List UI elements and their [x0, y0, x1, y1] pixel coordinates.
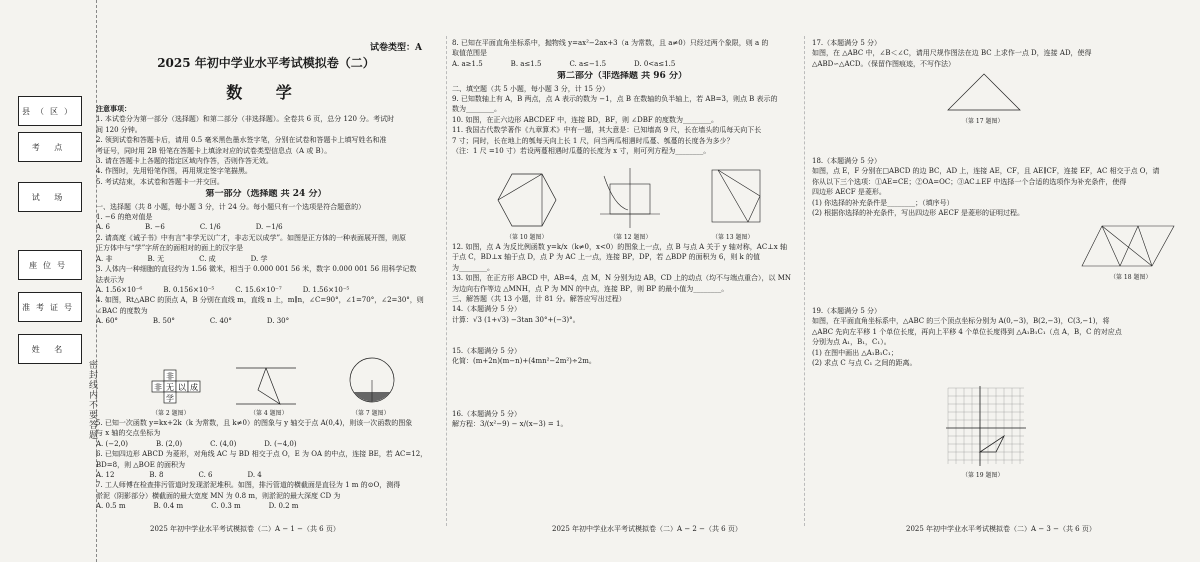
fig2-caption: （第 2 题图）: [152, 410, 190, 417]
exam-title: 2025 年初中学业水平考试模拟卷（二）: [157, 56, 375, 70]
question-line: 13. 如图，在正方形 ABCD 中，AB=4，点 M，N 分别为边 AB，CD 上的动点（均不与端点重合），以 MN: [452, 274, 791, 283]
net-char: 非: [166, 372, 174, 381]
subject-title: 数 学: [226, 83, 306, 102]
notes-line: 2. 领到试卷和答题卡后，请用 0.5 毫米黑色墨水签字笔，分别在试卷和答题卡上填写姓名和准: [96, 136, 387, 145]
admission-number-box: 准考证号: [18, 292, 82, 322]
triangle-lines-figure: [236, 360, 298, 412]
notes-line: 4. 作图时，先用铅笔作图，再用规定签字笔描黑。: [96, 167, 252, 176]
question-line: [452, 336, 792, 346]
part2-heading: 第二部分（非选择题 共 96 分）: [557, 71, 687, 82]
question-line: A. a≥1.5 B. a≤1.5 C. a≤−1.5 D. 0<a≤1.5: [452, 59, 676, 68]
question-line: A. 0.5 m B. 0.4 m C. 0.3 m D. 0.2 m: [96, 502, 299, 511]
square-figure: [708, 166, 766, 228]
page-divider: [446, 36, 447, 526]
question-line: 5. 已知一次函数 y=kx+2k（k 为常数，且 k≠0）的图象与 y 轴交于点 A(0,4)，则该一次函数的图象: [96, 419, 413, 427]
notes-line: 注意事项：: [96, 104, 131, 113]
question-line: 1. −6 的绝对值是: [96, 213, 153, 222]
question-line: 3. 人体内一种细胞的直径约为 1.56 微米，相当于 0.000 001 56 米，数字 0.000 001 56 用科学记数: [96, 265, 417, 274]
triangle-abc-figure: [944, 70, 1024, 114]
page2-footer: 2025 年初中学业水平考试模拟卷（二）A − 2 −（共 6 页）: [552, 525, 742, 533]
fig10-caption: （第 10 题图）: [506, 234, 548, 241]
exam-room-box: 试 场: [18, 182, 82, 212]
inverse-function-figure: [600, 166, 662, 230]
question-line: 如图，在 △ABC 中，∠B＜∠C，请用尺规作图法在边 BC 上求作一点 D，连接 AD，使得: [812, 49, 1092, 58]
pipe-circle-figure: [348, 356, 396, 406]
question-line: (2) 根据你选择的补充条件，写出四边形 AECF 是菱形的证明过程。: [812, 209, 1024, 218]
question-line: (2) 求点 C 与点 C₁ 之间的距离。: [812, 359, 917, 368]
net-char: 以: [178, 383, 186, 392]
parallelogram-figure: [1080, 222, 1176, 270]
question-line: (1) 你选择的补充条件是________；（填序号）: [812, 198, 954, 207]
question-line: 12. 如图，点 A 为反比例函数 y=k/x（k≠0，x<0）的图象上一点，点 B 与点 A 关于 y 轴对称，AC⊥x 轴: [452, 243, 787, 251]
notes-line: 3. 请在答题卡上各题的指定区域内作答，否则作答无效。: [96, 157, 273, 166]
fig17-caption: （第 17 题图）: [962, 118, 1004, 125]
net-char: 学: [166, 394, 174, 403]
hexagon-figure: [496, 170, 558, 230]
fig7-caption: （第 7 题图）: [352, 410, 390, 417]
page1-column: [96, 104, 436, 327]
question-line: 10. 如图，在正六边形 ABCDEF 中，连接 BD，BF，则 ∠DBF 的度数为________。: [452, 115, 718, 124]
question-line: 4. 如图，Rt△ABC 的顶点 A，B 分别在直线 m，直线 n 上，m∥n，∠C=90°，∠1=70°，∠2=30°，则: [96, 296, 424, 305]
question-line: 16.（本题满分 5 分）: [452, 409, 522, 418]
question-line: A. 60° B. 50° C. 40° D. 30°: [96, 317, 290, 326]
question-line: 数为________。: [452, 105, 501, 114]
question-line: 17.（本题满分 5 分）: [812, 39, 882, 47]
page-divider: [804, 36, 805, 526]
question-line: A. 非 B. 无 C. 成 D. 学: [96, 254, 268, 263]
fig12-caption: （第 12 题图）: [610, 234, 652, 241]
question-line: 7 寸；同时，长在地上的瓠每天向上长 1 尺，问当两瓜相遇时瓜蔓、瓠蔓的长度各为多少？: [452, 136, 734, 145]
seal-line-note: 密封线内不要答题: [87, 360, 97, 440]
question-line: ∠BAC 的度数为: [96, 306, 148, 315]
page2-column-lower: [452, 242, 792, 429]
question-line: 解方程：3/(x²−9) − x/(x−3) = 1。: [452, 419, 568, 428]
question-line: 18.（本题满分 5 分）: [812, 157, 882, 165]
question-line: 与 x 轴的交点坐标为: [96, 429, 161, 438]
paper-type: 试卷类型：A: [370, 43, 422, 53]
question-line: 计算：√3 (1+√3) −3tan 30°+(−3)°。: [452, 315, 580, 324]
question-line: 三、解答题（共 13 小题，计 81 分。解答应写出过程）: [452, 295, 626, 304]
page3-column-mid: [812, 156, 1182, 218]
page3-column-lower: [812, 306, 1182, 368]
fig4-caption: （第 4 题图）: [250, 410, 288, 417]
question-line: 化简：(m+2n)(m−n)+(4mn²−2m²)÷2m。: [452, 357, 596, 366]
question-line: [452, 367, 792, 377]
question-line: △ABD∽△ACD。（保留作图痕迹，不写作法）: [812, 59, 955, 68]
page1-column-lower: [96, 418, 436, 512]
question-line: BD=8，则 △BOE 的面积为: [96, 460, 186, 469]
seat-number-box: 座位号: [18, 250, 82, 280]
question-line: 8. 已知在平面直角坐标系中，抛物线 y=ax²−2ax+3（a 为常数，且 a≠0）只经过两个象限，则 a 的: [452, 39, 769, 47]
question-line: (1) 在图中画出 △A₁B₁C₁；: [812, 348, 898, 357]
question-line: 为________。: [452, 263, 494, 272]
fig19-caption: （第 19 题图）: [962, 472, 1004, 479]
question-line: [452, 398, 792, 408]
question-line: 为边向右作等边 △MNH，点 P 为 MN 的中点，连接 BP，则 BP 的最小值为________。: [452, 284, 729, 293]
question-line: 14.（本题满分 5 分）: [452, 305, 522, 314]
question-line: [452, 325, 792, 335]
name-box: 姓 名: [18, 334, 82, 364]
page3-footer: 2025 年初中学业水平考试模拟卷（二）A − 3 −（共 6 页）: [906, 525, 1096, 533]
question-line: 于点 C，BD⊥x 轴于点 D，点 P 为 AC 上一点，连接 BP，DP，若 △BDP 的面积为 6，则 k 的值: [452, 253, 761, 262]
notes-line: 考证号，同时用 2B 铅笔在答题卡上填涂对应的试卷类型信息点（A 或 B）。: [96, 146, 332, 155]
question-line: A. 1.56×10⁻⁶ B. 0.156×10⁻⁵ C. 15.6×10⁻⁷ D. 1.56×10⁻⁵: [96, 285, 350, 294]
notes-line: 间 120 分钟。: [96, 125, 142, 134]
fig13-caption: （第 13 题图）: [712, 234, 754, 241]
exam-site-box: 考 点: [18, 132, 82, 162]
question-line: 9. 已知数轴上有 A，B 两点，点 A 表示的数为 −1，点 B 在数轴的负半轴上，若 AB=3，则点 B 表示的: [452, 95, 778, 104]
question-line: 法表示为: [96, 275, 124, 284]
notes-line: 5. 考试结束，本试卷和答题卡一并交回。: [96, 177, 224, 186]
coordinate-grid-figure: [944, 384, 1028, 468]
question-line: [452, 377, 792, 387]
net-char: 成: [190, 383, 198, 392]
question-line: 四边形 AECF 是菱形。: [812, 188, 886, 197]
question-line: 11. 我国古代数学著作《九章算术》中有一题，其大意是：已知墙高 9 尺，长在墙头的瓜每天向下长: [452, 126, 762, 135]
question-line: A. 6 B. −6 C. 1/6 D. −1/6: [96, 223, 283, 232]
page3-column: [812, 38, 1182, 69]
question-line: 分别为点 A₁，B₁，C₁）。: [812, 338, 891, 347]
page1-footer: 2025 年初中学业水平考试模拟卷（二）A − 1 −（共 6 页）: [150, 525, 340, 533]
binding-strip: [0, 0, 97, 562]
question-line: 如图，点 E，F 分别在□ABCD 的边 BC，AD 上，连接 AE，CF，且 AE∥CF，连接 EF，AC 相交于点 O，请: [812, 167, 1160, 176]
question-line: 你从以下三个选项：①AE=CE；②OA=OC；③AC⊥EF 中选择一个合适的选项作为补充条件，使得: [812, 177, 1127, 186]
question-line: 19.（本题满分 5 分）: [812, 307, 882, 315]
question-line: （注：1 尺 =10 寸）若设两蔓相遇时瓜蔓的长度为 x 寸，则可列方程为________。: [452, 147, 711, 156]
question-line: 15.（本题满分 5 分）: [452, 347, 522, 356]
question-line: A. 12 B. 8 C. 6 D. 4: [96, 471, 262, 480]
question-line: 取值范围是: [452, 49, 487, 58]
question-line: 二、填空题（共 5 小题，每小题 3 分，计 15 分）: [452, 84, 610, 93]
page2-column: [452, 38, 792, 156]
question-line: 2. 请高度《诫子书》中有言“非学无以广才，非志无以成学”。如图是正方体的一种表面展开图，则原: [96, 233, 407, 242]
question-line: 淤泥（阴影部分）横截面的最大宽度 MN 为 0.8 m，则淤泥的最大深度 CD 为: [96, 491, 341, 500]
question-line: 6. 已知四边形 ABCD 为菱形，对角线 AC 与 BD 相交于点 O，E 为 OA 的中点，连接 BE，若 AC=12，: [96, 450, 428, 459]
fig18-caption: （第 18 题图）: [1110, 274, 1152, 281]
notes-line: 1. 本试卷分为第一部分（选择题）和第二部分（非选择题）。全卷共 6 页，总分 120 分。考试时: [96, 115, 395, 124]
part1-heading: 第一部分（选择题 共 24 分）: [205, 189, 327, 200]
question-line: 如图，在平面直角坐标系中，△ABC 的三个顶点坐标分别为 A(0,−3)，B(2,−3)，C(3,−1)，将: [812, 317, 1110, 326]
county-box: 县（区）: [18, 96, 82, 126]
question-line: 正方体中与“学”字所在的面相对的面上的汉字是: [96, 244, 244, 253]
question-line: △ABC 先向左平移 1 个单位长度，再向上平移 4 个单位长度得到 △A₁B₁C₁（点 A，B，C 的对应点: [812, 327, 1122, 336]
question-line: A. (−2,0) B. (2,0) C. (4,0) D. (−4,0): [96, 439, 297, 448]
question-line: 7. 工人师傅在检查排污管道时发现淤泥堆积。如图，排污管道的横截面是直径为 1 m 的⊙O，测得: [96, 481, 401, 490]
net-char: 非: [154, 383, 162, 392]
question-line: [452, 388, 792, 398]
question-line: 一、选择题（共 8 小题，每小题 3 分，计 24 分。每小题只有一个选项是符合题意的）: [96, 202, 366, 211]
net-char: 无: [166, 383, 174, 392]
